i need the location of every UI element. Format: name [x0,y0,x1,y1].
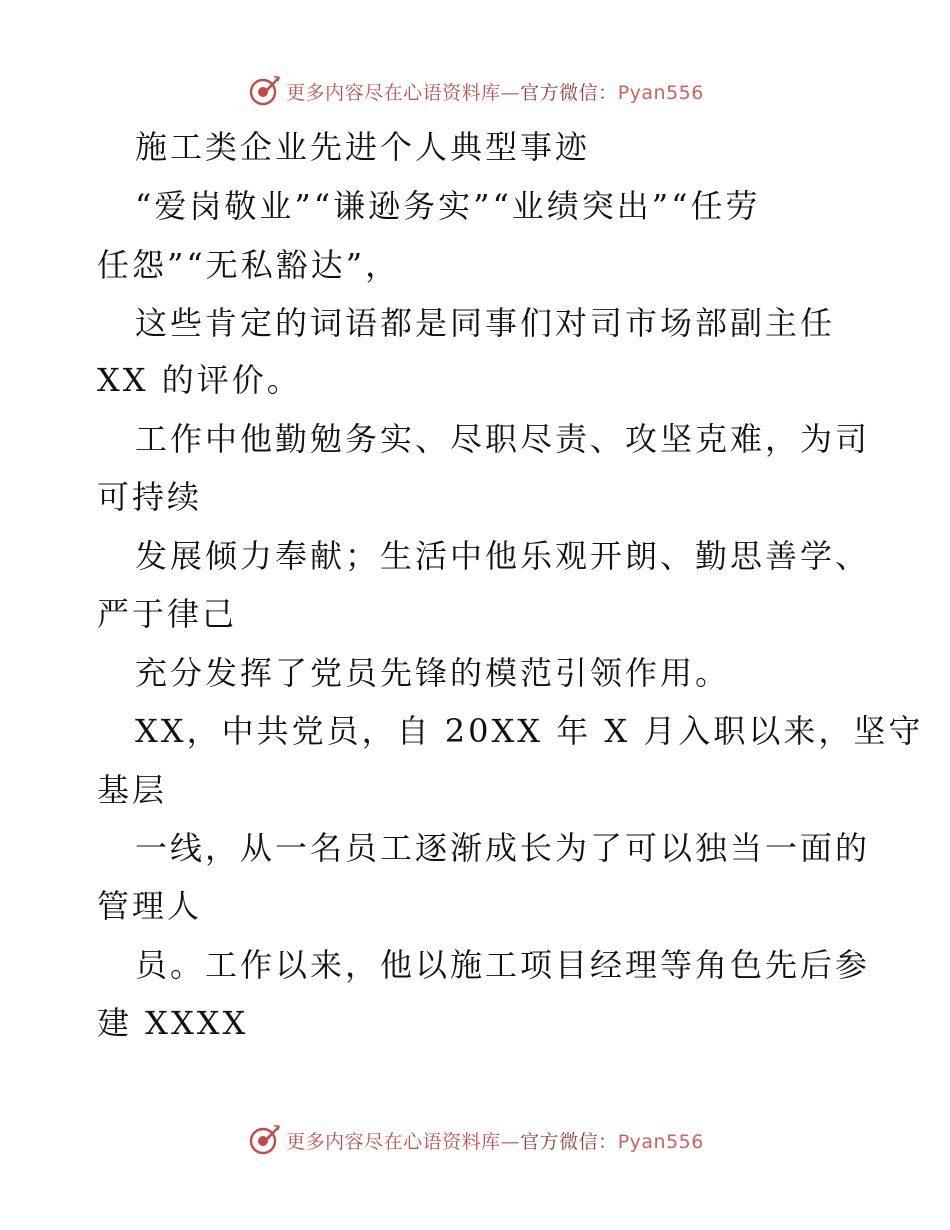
footer-watermark [0,1120,950,1160]
paragraph-line: 建 XXXX [97,1004,249,1042]
paragraph-line: 发展倾力奉献；生活中他乐观开朗、勤思善学、 [135,537,871,575]
paragraph-line: XX 的评价。 [97,361,302,399]
paragraph-line: 基层 [97,771,168,809]
header-watermark [0,71,950,111]
watermark-wechat-id: Pyan556 [617,81,704,104]
watermark-dash: — [500,81,521,104]
document-title: 施工类企业先进个人典型事迹 [135,128,591,166]
quill-pen-circle-icon [246,1122,282,1158]
quill-pen-circle-icon [246,73,282,109]
paragraph-line: “爱岗敬业”“谦逊务实”“业绩突出”“任劳 [135,187,761,225]
paragraph-line: 充分发挥了党员先锋的模范引领作用。 [135,654,731,692]
paragraph-line: 这些肯定的词语都是同事们对司市场部副主任 [135,304,836,342]
paragraph-line: 工作中他勤勉务实、尽职尽责、攻坚克难，为司 [135,420,871,458]
watermark-main: 更多内容尽在心语资料库 [286,1130,501,1153]
watermark-text [286,1127,704,1154]
watermark-wechat-label: 官方微信： [520,81,618,104]
watermark-wechat-id: Pyan556 [617,1130,704,1153]
paragraph-line: 可持续 [97,478,203,516]
watermark-wechat-label: 官方微信： [520,1130,618,1153]
paragraph-line: 管理人 [97,887,203,925]
paragraph-line: 一线，从一名员工逐渐成长为了可以独当一面的 [135,829,871,867]
watermark-dash: — [500,1130,521,1153]
paragraph-line: 严于律己 [97,595,238,633]
paragraph-line: XX，中共党员，自 20XX 年 X 月入职以来，坚守 [135,712,924,750]
paragraph-line: 任怨”“无私豁达”， [97,246,401,284]
watermark-main: 更多内容尽在心语资料库 [286,81,501,104]
watermark-text [286,78,704,105]
paragraph-line: 员。工作以来，他以施工项目经理等角色先后参 [135,946,871,984]
